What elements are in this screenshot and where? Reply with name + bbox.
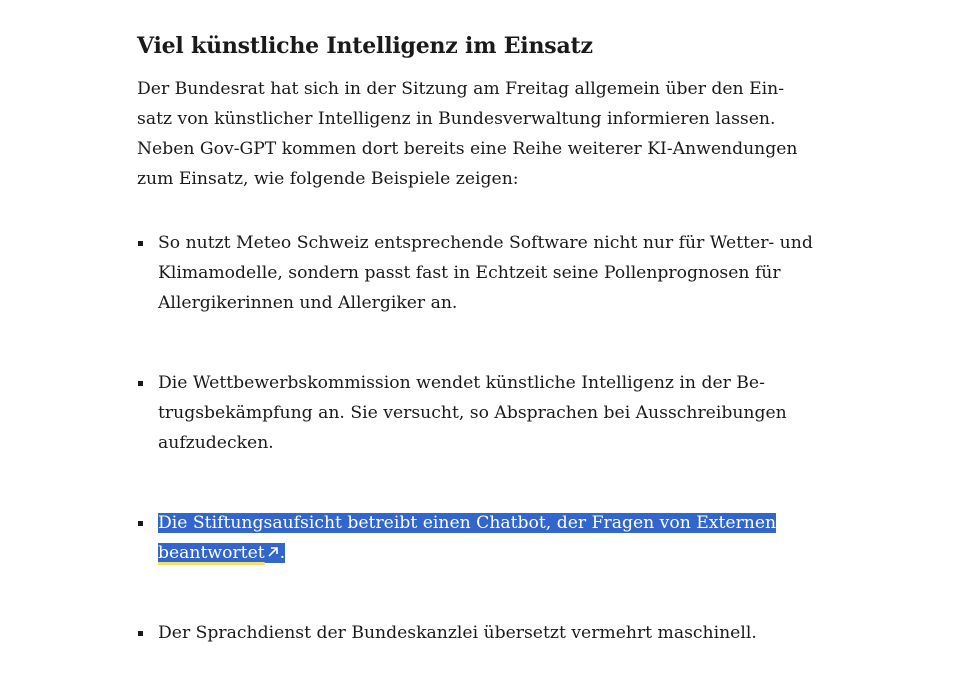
bullet-marker — [138, 521, 143, 526]
list-item — [137, 618, 830, 648]
trailing-punctuation: . — [279, 543, 286, 563]
list-item — [137, 368, 830, 458]
section-heading: Viel künstliche Intelligenz im Einsatz — [137, 33, 593, 59]
bullet-marker — [138, 381, 143, 386]
article-section — [137, 30, 817, 648]
list-item — [137, 228, 830, 318]
examples-list — [137, 228, 817, 648]
list-item-selected — [137, 508, 830, 568]
external-link-icon — [266, 545, 280, 559]
list-item-text: Die Stiftungsaufsicht betreibt einen Chatbot, der Fragen von Externen — [158, 513, 777, 533]
bullet-marker — [138, 241, 143, 246]
list-item-text: Der Sprachdienst der Bundeskanzlei übersetzt vermehrt maschinell. — [158, 623, 757, 643]
intro-paragraph: Der Bundesrat hat sich in der Sitzung am Freitag allgemein über den Einsatz von künstlicher Intelligenz in Bundesverwaltung informieren lassen. Neben Gov-GPT kommen dort bereits eine Reihe weiterer KI-Anwendungen zum Einsatz, wie folgende Beispiele zeigen: — [137, 79, 798, 189]
list-item-text: Die Wettbewerbskommission wendet künstliche Intelligenz in der Betrugsbekämpfung an. Sie versucht, so Absprachen bei Ausschreibungen aufzudecken. — [158, 373, 787, 453]
answer-link[interactable] — [158, 543, 280, 563]
list-item-text: So nutzt Meteo Schweiz entsprechende Software nicht nur für Wetter- und Klimamodelle, sondern passt fast in Echtzeit seine Pollenprognosen für Allergikerinnen und Allergiker an. — [158, 233, 813, 313]
bullet-marker — [138, 631, 143, 636]
selected-text — [158, 513, 776, 563]
link-text[interactable]: beantwortet — [158, 543, 265, 563]
